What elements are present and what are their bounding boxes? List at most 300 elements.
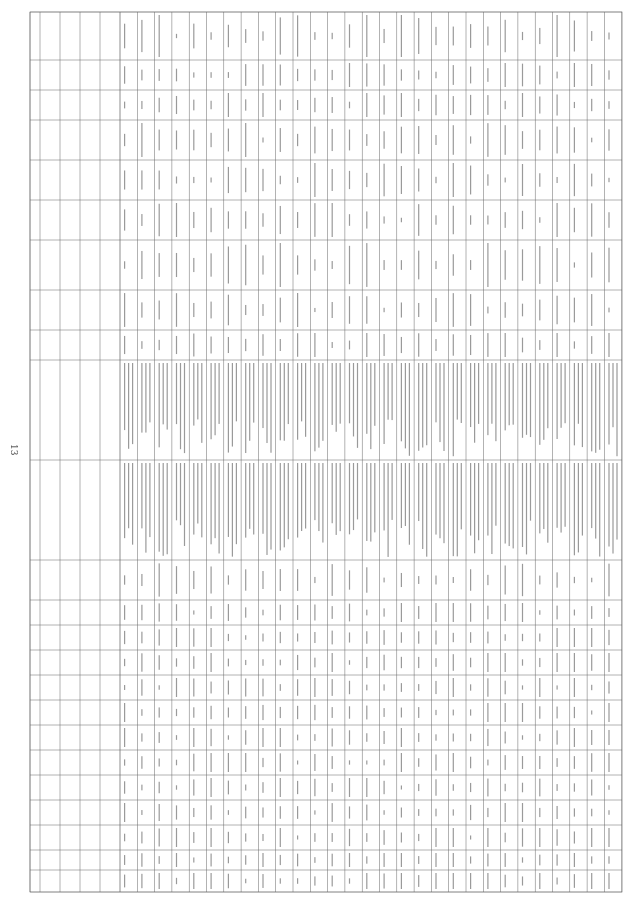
- illegible-cell-text: [349, 681, 350, 694]
- illegible-cell-text: [426, 463, 427, 557]
- illegible-cell-text: [232, 463, 233, 557]
- illegible-cell-text: [522, 876, 523, 885]
- illegible-cell-text: [349, 604, 350, 622]
- illegible-cell-text: [336, 463, 337, 535]
- illegible-cell-text: [211, 337, 212, 354]
- illegible-cell-text: [280, 65, 281, 86]
- illegible-cell-text: [228, 93, 229, 117]
- illegible-cell-text: [401, 69, 402, 80]
- illegible-cell-text: [228, 463, 229, 537]
- illegible-cell-text: [159, 301, 160, 320]
- illegible-cell-text: [332, 606, 333, 619]
- illegible-cell-text: [491, 463, 492, 554]
- illegible-cell-text: [453, 125, 454, 155]
- illegible-cell-text: [522, 304, 523, 317]
- illegible-cell-text: [401, 573, 402, 587]
- illegible-cell-text: [318, 363, 319, 448]
- illegible-cell-text: [418, 18, 419, 54]
- illegible-cell-text: [332, 342, 333, 348]
- illegible-cell-text: [297, 706, 298, 719]
- illegible-cell-text: [616, 363, 617, 456]
- illegible-cell-text: [280, 100, 281, 111]
- illegible-cell-text: [349, 706, 350, 718]
- illegible-cell-text: [487, 216, 488, 225]
- illegible-cell-text: [470, 260, 471, 270]
- illegible-cell-text: [332, 169, 333, 191]
- illegible-cell-text: [332, 261, 333, 269]
- illegible-cell-text: [297, 633, 298, 641]
- illegible-cell-text: [574, 678, 575, 697]
- illegible-cell-text: [149, 463, 150, 537]
- illegible-cell-text: [557, 333, 558, 357]
- illegible-cell-text: [608, 564, 609, 597]
- illegible-cell-text: [332, 129, 333, 151]
- illegible-cell-text: [612, 463, 613, 554]
- illegible-cell-text: [349, 730, 350, 744]
- illegible-cell-text: [270, 363, 271, 453]
- illegible-cell-text: [591, 31, 592, 41]
- illegible-cell-text: [539, 756, 540, 769]
- illegible-cell-text: [253, 363, 254, 423]
- illegible-cell-text: [591, 779, 592, 795]
- illegible-cell-text: [349, 660, 350, 665]
- illegible-cell-text: [487, 808, 488, 817]
- illegible-cell-text: [384, 64, 385, 85]
- illegible-cell-text: [539, 658, 540, 667]
- illegible-cell-text: [591, 363, 592, 451]
- illegible-cell-text: [557, 628, 558, 647]
- illegible-cell-text: [314, 363, 315, 451]
- illegible-cell-text: [487, 632, 488, 644]
- illegible-cell-text: [159, 15, 160, 57]
- illegible-cell-text: [505, 755, 506, 770]
- illegible-cell-text: [228, 753, 229, 772]
- illegible-cell-text: [608, 873, 609, 889]
- illegible-cell-text: [401, 683, 402, 692]
- illegible-cell-text: [176, 253, 177, 277]
- illegible-cell-text: [513, 363, 514, 425]
- illegible-cell-text: [245, 635, 246, 640]
- illegible-cell-text: [435, 576, 436, 585]
- illegible-cell-text: [522, 703, 523, 722]
- illegible-cell-text: [280, 753, 281, 771]
- illegible-cell-text: [453, 784, 454, 791]
- illegible-cell-text: [453, 873, 454, 889]
- illegible-cell-text: [332, 631, 333, 645]
- illegible-cell-text: [124, 261, 125, 268]
- illegible-cell-text: [193, 212, 194, 228]
- illegible-cell-text: [245, 569, 246, 590]
- illegible-cell-text: [314, 577, 315, 583]
- illegible-cell-text: [132, 363, 133, 444]
- illegible-cell-text: [582, 363, 583, 447]
- illegible-cell-text: [574, 628, 575, 647]
- illegible-cell-text: [401, 337, 402, 353]
- illegible-cell-text: [193, 728, 194, 747]
- illegible-cell-text: [124, 659, 125, 666]
- illegible-cell-text: [297, 212, 298, 228]
- illegible-cell-text: [349, 570, 350, 589]
- illegible-cell-text: [159, 253, 160, 277]
- illegible-cell-text: [401, 708, 402, 718]
- illegible-cell-text: [280, 339, 281, 351]
- illegible-cell-text: [470, 835, 471, 839]
- illegible-cell-text: [201, 363, 202, 443]
- illegible-cell-text: [453, 206, 454, 235]
- illegible-cell-text: [470, 294, 471, 326]
- illegible-cell-text: [366, 706, 367, 720]
- illegible-cell-text: [193, 628, 194, 646]
- illegible-cell-text: [349, 829, 350, 846]
- illegible-cell-text: [487, 760, 488, 766]
- illegible-cell-text: [366, 733, 367, 742]
- illegible-cell-text: [366, 685, 367, 691]
- illegible-cell-text: [470, 603, 471, 622]
- illegible-cell-text: [435, 463, 436, 535]
- illegible-cell-text: [297, 255, 298, 274]
- illegible-cell-text: [574, 874, 575, 888]
- illegible-cell-text: [228, 246, 229, 283]
- illegible-cell-text: [487, 363, 488, 435]
- illegible-cell-text: [608, 212, 609, 228]
- illegible-cell-text: [349, 24, 350, 47]
- illegible-cell-text: [557, 829, 558, 845]
- illegible-cell-text: [176, 463, 177, 520]
- illegible-cell-text: [211, 463, 212, 544]
- illegible-cell-text: [418, 303, 419, 317]
- illegible-cell-text: [435, 339, 436, 351]
- illegible-cell-text: [314, 833, 315, 842]
- illegible-cell-text: [384, 873, 385, 888]
- illegible-cell-text: [253, 463, 254, 535]
- illegible-cell-text: [211, 72, 212, 78]
- illegible-cell-text: [193, 72, 194, 77]
- illegible-cell-text: [332, 756, 333, 769]
- illegible-cell-text: [366, 15, 367, 57]
- illegible-cell-text: [574, 610, 575, 616]
- illegible-cell-text: [384, 781, 385, 794]
- illegible-cell-text: [349, 246, 350, 284]
- illegible-cell-text: [574, 463, 575, 555]
- illegible-cell-text: [513, 463, 514, 548]
- illegible-cell-text: [297, 878, 298, 884]
- illegible-cell-text: [370, 363, 371, 449]
- illegible-cell-text: [141, 632, 142, 644]
- illegible-cell-text: [505, 875, 506, 888]
- illegible-cell-text: [141, 679, 142, 695]
- illegible-cell-text: [418, 657, 419, 668]
- illegible-cell-text: [557, 854, 558, 865]
- illegible-cell-text: [470, 757, 471, 769]
- illegible-cell-text: [505, 463, 506, 544]
- illegible-cell-text: [522, 249, 523, 280]
- illegible-cell-text: [557, 784, 558, 791]
- illegible-cell-text: [366, 657, 367, 668]
- illegible-cell-text: [193, 610, 194, 614]
- illegible-cell-text: [314, 333, 315, 357]
- illegible-cell-text: [591, 64, 592, 86]
- illegible-cell-text: [366, 296, 367, 323]
- illegible-cell-text: [401, 753, 402, 772]
- illegible-cell-text: [557, 730, 558, 744]
- illegible-cell-text: [539, 66, 540, 85]
- illegible-cell-text: [487, 333, 488, 357]
- illegible-cell-text: [193, 832, 194, 843]
- illegible-cell-text: [401, 853, 402, 867]
- illegible-cell-text: [539, 808, 540, 817]
- illegible-cell-text: [124, 703, 125, 722]
- illegible-cell-text: [141, 756, 142, 769]
- illegible-cell-text: [418, 733, 419, 742]
- illegible-cell-text: [608, 785, 609, 790]
- illegible-cell-text: [384, 363, 385, 444]
- illegible-cell-text: [297, 134, 298, 146]
- illegible-cell-text: [141, 341, 142, 349]
- illegible-cell-text: [599, 463, 600, 557]
- illegible-cell-text: [228, 363, 229, 453]
- illegible-cell-text: [384, 308, 385, 312]
- illegible-cell-text: [124, 102, 125, 109]
- illegible-cell-text: [141, 853, 142, 867]
- illegible-cell-text: [487, 703, 488, 722]
- illegible-cell-text: [401, 785, 402, 789]
- illegible-cell-text: [159, 69, 160, 81]
- illegible-cell-text: [197, 363, 198, 419]
- illegible-cell-text: [591, 294, 592, 326]
- illegible-cell-text: [599, 363, 600, 450]
- illegible-cell-text: [124, 728, 125, 747]
- illegible-cell-text: [280, 707, 281, 718]
- illegible-cell-text: [557, 653, 558, 672]
- illegible-cell-text: [608, 248, 609, 283]
- illegible-cell-text: [314, 308, 315, 312]
- illegible-cell-text: [435, 658, 436, 667]
- illegible-cell-text: [349, 463, 350, 534]
- illegible-cell-text: [435, 177, 436, 183]
- illegible-cell-text: [336, 363, 337, 432]
- illegible-cell-text: [141, 20, 142, 52]
- illegible-cell-text: [176, 96, 177, 114]
- illegible-cell-text: [176, 69, 177, 82]
- illegible-cell-text: [557, 878, 558, 885]
- illegible-cell-text: [193, 100, 194, 111]
- illegible-cell-text: [176, 628, 177, 647]
- illegible-cell-text: [124, 685, 125, 690]
- illegible-cell-text: [159, 171, 160, 190]
- illegible-cell-text: [301, 463, 302, 531]
- illegible-cell-text: [401, 873, 402, 889]
- illegible-cell-text: [435, 853, 436, 867]
- illegible-cell-text: [245, 64, 246, 86]
- illegible-cell-text: [591, 730, 592, 745]
- illegible-cell-text: [332, 653, 333, 672]
- illegible-cell-text: [557, 177, 558, 183]
- illegible-cell-text: [366, 63, 367, 86]
- illegible-cell-text: [124, 631, 125, 644]
- illegible-cell-text: [159, 873, 160, 889]
- illegible-cell-text: [211, 208, 212, 232]
- illegible-cell-text: [228, 874, 229, 889]
- illegible-cell-text: [487, 575, 488, 585]
- illegible-cell-text: [557, 296, 558, 325]
- illegible-cell-text: [280, 363, 281, 440]
- illegible-cell-text: [505, 604, 506, 621]
- illegible-cell-text: [280, 806, 281, 819]
- illegible-cell-text: [453, 65, 454, 85]
- illegible-cell-text: [349, 63, 350, 87]
- illegible-cell-text: [366, 631, 367, 644]
- illegible-cell-text: [487, 68, 488, 82]
- illegible-cell-text: [124, 781, 125, 793]
- illegible-cell-text: [366, 243, 367, 287]
- illegible-cell-text: [349, 363, 350, 423]
- illegible-cell-text: [280, 778, 281, 797]
- illegible-cell-text: [201, 463, 202, 537]
- table-row-lines: [40, 12, 622, 892]
- illegible-cell-text: [262, 728, 263, 747]
- illegible-cell-text: [159, 204, 160, 237]
- illegible-cell-text: [470, 569, 471, 591]
- illegible-cell-text: [470, 805, 471, 820]
- illegible-cell-text: [124, 134, 125, 146]
- illegible-cell-text: [522, 338, 523, 353]
- illegible-cell-text: [211, 302, 212, 319]
- illegible-cell-text: [314, 658, 315, 668]
- illegible-cell-text: [245, 678, 246, 696]
- illegible-cell-text: [262, 610, 263, 616]
- illegible-cell-text: [245, 730, 246, 745]
- illegible-cell-text: [332, 876, 333, 887]
- illegible-cell-text: [478, 363, 479, 424]
- illegible-cell-text: [297, 100, 298, 110]
- illegible-cell-text: [401, 260, 402, 270]
- illegible-cell-text: [159, 603, 160, 621]
- illegible-cell-text: [435, 873, 436, 889]
- illegible-cell-text: [539, 300, 540, 321]
- illegible-cell-text: [124, 803, 125, 822]
- illegible-cell-text: [539, 130, 540, 151]
- illegible-cell-text: [453, 254, 454, 275]
- illegible-cell-text: [418, 856, 419, 864]
- illegible-cell-text: [487, 678, 488, 697]
- illegible-cell-text: [539, 340, 540, 350]
- illegible-cell-text: [505, 333, 506, 357]
- illegible-cell-text: [557, 248, 558, 282]
- illegible-cell-text: [557, 127, 558, 154]
- illegible-cell-text: [435, 754, 436, 770]
- illegible-cell-text: [314, 810, 315, 814]
- illegible-cell-text: [193, 24, 194, 49]
- illegible-cell-text: [453, 603, 454, 622]
- illegible-cell-text: [262, 64, 263, 85]
- illegible-cell-text: [522, 564, 523, 596]
- illegible-cell-text: [280, 632, 281, 643]
- illegible-cell-text: [608, 33, 609, 40]
- illegible-cell-text: [608, 681, 609, 693]
- illegible-cell-text: [470, 335, 471, 355]
- illegible-cell-text: [578, 463, 579, 552]
- illegible-cell-text: [193, 258, 194, 272]
- illegible-cell-text: [608, 856, 609, 863]
- illegible-cell-text: [453, 633, 454, 642]
- illegible-cell-text: [366, 833, 367, 842]
- illegible-cell-text: [245, 753, 246, 772]
- illegible-cell-text: [439, 363, 440, 442]
- illegible-cell-text: [470, 24, 471, 48]
- illegible-cell-text: [539, 28, 540, 44]
- illegible-cell-text: [176, 604, 177, 621]
- illegible-cell-text: [405, 363, 406, 448]
- illegible-cell-text: [453, 828, 454, 847]
- illegible-cell-text: [314, 203, 315, 237]
- illegible-cell-text: [297, 781, 298, 794]
- illegible-cell-text: [262, 659, 263, 666]
- illegible-cell-text: [418, 576, 419, 584]
- illegible-cell-text: [505, 833, 506, 843]
- illegible-cell-text: [470, 67, 471, 84]
- illegible-cell-text: [574, 127, 575, 152]
- illegible-cell-text: [487, 463, 488, 536]
- illegible-cell-text: [470, 783, 471, 792]
- illegible-cell-text: [332, 679, 333, 696]
- illegible-cell-text: [470, 709, 471, 715]
- illegible-cell-text: [211, 606, 212, 619]
- illegible-cell-text: [401, 632, 402, 642]
- illegible-cell-text: [435, 734, 436, 740]
- illegible-cell-text: [487, 307, 488, 314]
- illegible-cell-text: [314, 605, 315, 621]
- illegible-cell-text: [591, 463, 592, 528]
- illegible-cell-text: [608, 129, 609, 150]
- illegible-cell-text: [159, 804, 160, 821]
- illegible-cell-text: [245, 339, 246, 351]
- illegible-cell-text: [297, 679, 298, 696]
- illegible-cell-text: [522, 735, 523, 739]
- illegible-cell-text: [505, 63, 506, 87]
- illegible-cell-text: [349, 853, 350, 867]
- illegible-cell-text: [370, 463, 371, 542]
- illegible-cell-text: [332, 463, 333, 523]
- illegible-cell-text: [574, 298, 575, 323]
- illegible-cell-text: [574, 756, 575, 769]
- illegible-cell-text: [582, 463, 583, 536]
- illegible-cell-text: [245, 363, 246, 453]
- illegible-cell-text: [141, 832, 142, 844]
- illegible-cell-text: [349, 102, 350, 109]
- illegible-cell-text: [461, 463, 462, 529]
- illegible-cell-text: [374, 363, 375, 426]
- illegible-cell-text: [245, 706, 246, 719]
- illegible-cell-text: [211, 653, 212, 672]
- illegible-cell-text: [422, 363, 423, 447]
- illegible-cell-text: [301, 363, 302, 421]
- illegible-cell-text: [547, 363, 548, 428]
- illegible-cell-text: [505, 703, 506, 722]
- illegible-cell-text: [561, 363, 562, 428]
- illegible-cell-text: [176, 658, 177, 666]
- illegible-cell-text: [608, 703, 609, 722]
- illegible-cell-text: [184, 363, 185, 453]
- illegible-cell-text: [228, 781, 229, 795]
- illegible-cell-text: [124, 24, 125, 49]
- illegible-cell-text: [418, 99, 419, 111]
- illegible-cell-text: [349, 171, 350, 189]
- illegible-cell-text: [124, 66, 125, 83]
- illegible-cell-text: [574, 853, 575, 867]
- illegible-cell-text: [176, 34, 177, 38]
- illegible-cell-text: [384, 853, 385, 867]
- illegible-cell-text: [349, 760, 350, 764]
